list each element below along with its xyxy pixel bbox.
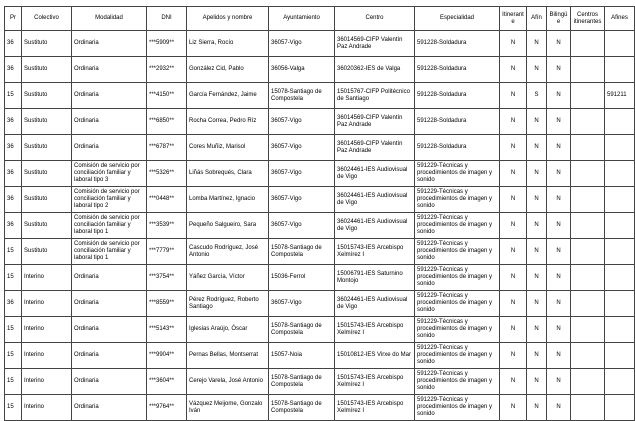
table-row: [5, 369, 635, 395]
cell-centro: 36024461-IES Audiovisual de Vigo: [335, 213, 415, 239]
cell-centros-itinerantes: [571, 31, 605, 57]
cell-pr: 36: [5, 187, 22, 213]
cell-ayuntamiento: 15036-Ferrol: [269, 265, 335, 291]
cell-pr: 36: [5, 31, 22, 57]
cell-centros-itinerantes: [571, 213, 605, 239]
cell-itinerante: N: [500, 239, 527, 265]
cell-dni: ***5909**: [147, 31, 187, 57]
cell-especialidad: 591229-Técnicas y procedimientos de imagen y sonido: [415, 187, 500, 213]
cell-afines: [605, 369, 635, 395]
cell-centro: 15006791-IES Saturnino Montojo: [335, 265, 415, 291]
cell-nombre: Liz Sierra, Rocío: [187, 31, 269, 57]
cell-modalidad: Comisión de servicio por conciliación familiar y laboral tipo 2: [72, 187, 147, 213]
cell-itinerante: N: [500, 395, 527, 421]
cell-colectivo: Sustituto: [22, 239, 72, 265]
cell-afin: N: [527, 369, 547, 395]
cell-afin: N: [527, 31, 547, 57]
cell-ayuntamiento: 36056-Valga: [269, 57, 335, 83]
cell-centro: 36024461-IES Audiovisual de Vigo: [335, 161, 415, 187]
cell-ayuntamiento: 36057-Vigo: [269, 135, 335, 161]
cell-centro: 15015743-IES Arcebispo Xelmírez I: [335, 395, 415, 421]
cell-dni: ***9904**: [147, 343, 187, 369]
cell-nombre: Iglesias Araújo, Óscar: [187, 317, 269, 343]
cell-afines: [605, 135, 635, 161]
cell-ayuntamiento: 36057-Vigo: [269, 31, 335, 57]
cell-centros-itinerantes: [571, 57, 605, 83]
cell-modalidad: Ordinaria: [72, 83, 147, 109]
cell-pr: 36: [5, 291, 22, 317]
cell-ayuntamiento: 36057-Vigo: [269, 213, 335, 239]
header-afin: Afín: [527, 7, 547, 31]
cell-dni: ***3539**: [147, 213, 187, 239]
table-row: [5, 343, 635, 369]
cell-colectivo: Sustituto: [22, 57, 72, 83]
cell-centro: 15015767-CIFP Politécnico de Santiago: [335, 83, 415, 109]
cell-ayuntamiento: 15057-Noia: [269, 343, 335, 369]
cell-afines: 591211: [605, 83, 635, 109]
table-row: [5, 395, 635, 421]
cell-bilingue: N: [547, 57, 571, 83]
table-row: [5, 239, 635, 265]
table-row: [5, 213, 635, 239]
cell-colectivo: Sustituto: [22, 109, 72, 135]
cell-nombre: Lomba Martínez, Ignacio: [187, 187, 269, 213]
cell-especialidad: 591229-Técnicas y procedimientos de imagen y sonido: [415, 291, 500, 317]
cell-ayuntamiento: 15078-Santiago de Compostela: [269, 317, 335, 343]
cell-dni: ***6787**: [147, 135, 187, 161]
cell-afin: N: [527, 343, 547, 369]
cell-especialidad: 591228-Soldadura: [415, 135, 500, 161]
cell-dni: ***3754**: [147, 265, 187, 291]
cell-centros-itinerantes: [571, 265, 605, 291]
table-body: [5, 31, 635, 421]
cell-centros-itinerantes: [571, 135, 605, 161]
cell-centros-itinerantes: [571, 187, 605, 213]
cell-afin: N: [527, 395, 547, 421]
cell-itinerante: N: [500, 57, 527, 83]
cell-ayuntamiento: 15078-Santiago de Compostela: [269, 395, 335, 421]
cell-centro: 15015743-IES Arcebispo Xelmírez I: [335, 369, 415, 395]
cell-pr: 36: [5, 161, 22, 187]
cell-bilingue: N: [547, 135, 571, 161]
header-ayuntamiento: Ayuntamiento: [269, 7, 335, 31]
table-row: [5, 265, 635, 291]
cell-centro: 36014569-CIFP Valentín Paz Andrade: [335, 109, 415, 135]
cell-afin: N: [527, 265, 547, 291]
header-afines: Afines: [605, 7, 635, 31]
cell-dni: ***0448**: [147, 187, 187, 213]
assignments-table: [4, 6, 635, 421]
cell-modalidad: Ordinaria: [72, 291, 147, 317]
cell-centros-itinerantes: [571, 109, 605, 135]
cell-especialidad: 591229-Técnicas y procedimientos de imagen y sonido: [415, 343, 500, 369]
cell-modalidad: Comisión de servicio por conciliación familiar y laboral tipo 1: [72, 239, 147, 265]
header-centro: Centro: [335, 7, 415, 31]
cell-centros-itinerantes: [571, 291, 605, 317]
cell-colectivo: Sustituto: [22, 31, 72, 57]
cell-pr: 15: [5, 239, 22, 265]
cell-bilingue: N: [547, 369, 571, 395]
cell-pr: 15: [5, 369, 22, 395]
table-row: [5, 135, 635, 161]
cell-itinerante: N: [500, 343, 527, 369]
cell-bilingue: N: [547, 31, 571, 57]
cell-afin: N: [527, 317, 547, 343]
cell-centro: 15015743-IES Arcebispo Xelmírez I: [335, 239, 415, 265]
cell-pr: 15: [5, 395, 22, 421]
cell-itinerante: N: [500, 83, 527, 109]
cell-ayuntamiento: 36057-Vigo: [269, 291, 335, 317]
cell-bilingue: N: [547, 343, 571, 369]
cell-dni: ***8559**: [147, 291, 187, 317]
cell-especialidad: 591228-Soldadura: [415, 83, 500, 109]
cell-afines: [605, 57, 635, 83]
cell-modalidad: Ordinaria: [72, 317, 147, 343]
cell-bilingue: N: [547, 395, 571, 421]
cell-dni: ***3604**: [147, 369, 187, 395]
cell-colectivo: Sustituto: [22, 187, 72, 213]
cell-afin: N: [527, 161, 547, 187]
cell-centro: 36014569-CIFP Valentín Paz Andrade: [335, 135, 415, 161]
cell-modalidad: Ordinaria: [72, 135, 147, 161]
cell-afines: [605, 395, 635, 421]
cell-colectivo: Sustituto: [22, 161, 72, 187]
cell-pr: 36: [5, 135, 22, 161]
cell-colectivo: Interino: [22, 317, 72, 343]
cell-itinerante: N: [500, 135, 527, 161]
header-dni: DNI: [147, 7, 187, 31]
cell-ayuntamiento: 15078-Santiago de Compostela: [269, 239, 335, 265]
cell-centro: 15010812-IES Virxe do Mar: [335, 343, 415, 369]
cell-nombre: Vázquez Meijome, Gonzalo Iván: [187, 395, 269, 421]
cell-pr: 36: [5, 57, 22, 83]
cell-especialidad: 591229-Técnicas y procedimientos de imagen y sonido: [415, 213, 500, 239]
cell-afines: [605, 109, 635, 135]
table-row: [5, 317, 635, 343]
header-especialidad: Especialidad: [415, 7, 500, 31]
cell-colectivo: Sustituto: [22, 135, 72, 161]
header-bilingue: Bilingüe: [547, 7, 571, 31]
cell-bilingue: N: [547, 83, 571, 109]
cell-nombre: Cascudo Rodríguez, José Antonio: [187, 239, 269, 265]
cell-ayuntamiento: 36057-Vigo: [269, 187, 335, 213]
table-row: [5, 291, 635, 317]
cell-bilingue: N: [547, 291, 571, 317]
cell-pr: 15: [5, 317, 22, 343]
cell-centros-itinerantes: [571, 83, 605, 109]
cell-especialidad: 591229-Técnicas y procedimientos de imagen y sonido: [415, 395, 500, 421]
cell-dni: ***6850**: [147, 109, 187, 135]
cell-especialidad: 591229-Técnicas y procedimientos de imagen y sonido: [415, 161, 500, 187]
cell-centro: 36024461-IES Audiovisual de Vigo: [335, 187, 415, 213]
cell-colectivo: Sustituto: [22, 83, 72, 109]
table-row: [5, 57, 635, 83]
cell-bilingue: N: [547, 239, 571, 265]
cell-itinerante: N: [500, 265, 527, 291]
cell-nombre: González Cid, Pablo: [187, 57, 269, 83]
cell-afines: [605, 265, 635, 291]
cell-especialidad: 591228-Soldadura: [415, 57, 500, 83]
cell-dni: ***9764**: [147, 395, 187, 421]
cell-ayuntamiento: 15078-Santiago de Compostela: [269, 369, 335, 395]
table-row: [5, 109, 635, 135]
cell-colectivo: Interino: [22, 369, 72, 395]
cell-ayuntamiento: 36057-Vigo: [269, 161, 335, 187]
cell-colectivo: Interino: [22, 291, 72, 317]
header-pr: Pr: [5, 7, 22, 31]
table-row: [5, 83, 635, 109]
cell-afines: [605, 239, 635, 265]
header-colectivo: Colectivo: [22, 7, 72, 31]
cell-modalidad: Ordinaria: [72, 265, 147, 291]
cell-nombre: Cerejo Varela, José Antonio: [187, 369, 269, 395]
cell-especialidad: 591228-Soldadura: [415, 109, 500, 135]
cell-pr: 36: [5, 109, 22, 135]
cell-nombre: Pérez Rodríguez, Roberto Santiago: [187, 291, 269, 317]
cell-bilingue: N: [547, 187, 571, 213]
cell-centro: 36020362-IES de Valga: [335, 57, 415, 83]
cell-afines: [605, 31, 635, 57]
cell-itinerante: N: [500, 369, 527, 395]
cell-ayuntamiento: 36057-Vigo: [269, 109, 335, 135]
cell-modalidad: Comisión de servicio por conciliación familiar y laboral tipo 3: [72, 161, 147, 187]
cell-bilingue: N: [547, 317, 571, 343]
cell-modalidad: Ordinaria: [72, 109, 147, 135]
cell-colectivo: Sustituto: [22, 213, 72, 239]
cell-especialidad: 591229-Técnicas y procedimientos de imagen y sonido: [415, 369, 500, 395]
cell-especialidad: 591229-Técnicas y procedimientos de imagen y sonido: [415, 239, 500, 265]
cell-dni: ***4150**: [147, 83, 187, 109]
cell-bilingue: N: [547, 213, 571, 239]
cell-centros-itinerantes: [571, 239, 605, 265]
header-nombre: Apelidos y nombre: [187, 7, 269, 31]
table-row: [5, 161, 635, 187]
cell-centros-itinerantes: [571, 343, 605, 369]
cell-afin: N: [527, 187, 547, 213]
cell-nombre: Cores Muñiz, Marisol: [187, 135, 269, 161]
cell-colectivo: Interino: [22, 395, 72, 421]
cell-afines: [605, 187, 635, 213]
cell-itinerante: N: [500, 213, 527, 239]
cell-afines: [605, 161, 635, 187]
cell-itinerante: N: [500, 291, 527, 317]
cell-afines: [605, 317, 635, 343]
cell-colectivo: Interino: [22, 343, 72, 369]
cell-dni: ***5326**: [147, 161, 187, 187]
cell-itinerante: N: [500, 31, 527, 57]
cell-centros-itinerantes: [571, 161, 605, 187]
cell-dni: ***5143**: [147, 317, 187, 343]
cell-afines: [605, 213, 635, 239]
cell-especialidad: 591228-Soldadura: [415, 31, 500, 57]
cell-nombre: García Fernández, Jaime: [187, 83, 269, 109]
cell-modalidad: Ordinaria: [72, 57, 147, 83]
cell-modalidad: Ordinaria: [72, 395, 147, 421]
header-row: [5, 7, 635, 31]
cell-centros-itinerantes: [571, 317, 605, 343]
table-row: [5, 31, 635, 57]
cell-modalidad: Ordinaria: [72, 31, 147, 57]
cell-nombre: Yáñez García, Víctor: [187, 265, 269, 291]
cell-centro: 15015743-IES Arcebispo Xelmírez I: [335, 317, 415, 343]
cell-modalidad: Ordinaria: [72, 343, 147, 369]
cell-ayuntamiento: 15078-Santiago de Compostela: [269, 83, 335, 109]
cell-bilingue: N: [547, 161, 571, 187]
cell-pr: 15: [5, 83, 22, 109]
cell-itinerante: N: [500, 161, 527, 187]
cell-afin: N: [527, 57, 547, 83]
header-itinerante: Itinerante: [500, 7, 527, 31]
cell-afin: N: [527, 291, 547, 317]
cell-nombre: Pernas Bellas, Montserrat: [187, 343, 269, 369]
cell-nombre: Liñás Sobrequés, Clara: [187, 161, 269, 187]
cell-pr: 15: [5, 265, 22, 291]
cell-centro: 36014569-CIFP Valentín Paz Andrade: [335, 31, 415, 57]
cell-afin: N: [527, 109, 547, 135]
cell-pr: 36: [5, 213, 22, 239]
cell-centros-itinerantes: [571, 369, 605, 395]
header-modalidad: Modalidad: [72, 7, 147, 31]
cell-afines: [605, 343, 635, 369]
cell-itinerante: N: [500, 187, 527, 213]
cell-afin: N: [527, 213, 547, 239]
header-centros-itinerantes: Centros itinerantes: [571, 7, 605, 31]
cell-nombre: Pequeño Salgueiro, Sara: [187, 213, 269, 239]
cell-itinerante: N: [500, 109, 527, 135]
cell-colectivo: Interino: [22, 265, 72, 291]
cell-nombre: Rocha Correa, Pedro Ríz: [187, 109, 269, 135]
cell-itinerante: N: [500, 317, 527, 343]
table-row: [5, 187, 635, 213]
cell-modalidad: Ordinaria: [72, 369, 147, 395]
cell-afines: [605, 291, 635, 317]
cell-modalidad: Comisión de servicio por conciliación familiar y laboral tipo 1: [72, 213, 147, 239]
cell-afin: N: [527, 135, 547, 161]
cell-especialidad: 591229-Técnicas y procedimientos de imagen y sonido: [415, 265, 500, 291]
cell-bilingue: N: [547, 109, 571, 135]
cell-dni: ***2932**: [147, 57, 187, 83]
cell-centro: 36024461-IES Audiovisual de Vigo: [335, 291, 415, 317]
cell-dni: ***7779**: [147, 239, 187, 265]
cell-afin: S: [527, 83, 547, 109]
cell-especialidad: 591229-Técnicas y procedimientos de imagen y sonido: [415, 317, 500, 343]
cell-afin: N: [527, 239, 547, 265]
cell-pr: 15: [5, 343, 22, 369]
cell-bilingue: N: [547, 265, 571, 291]
cell-centros-itinerantes: [571, 395, 605, 421]
